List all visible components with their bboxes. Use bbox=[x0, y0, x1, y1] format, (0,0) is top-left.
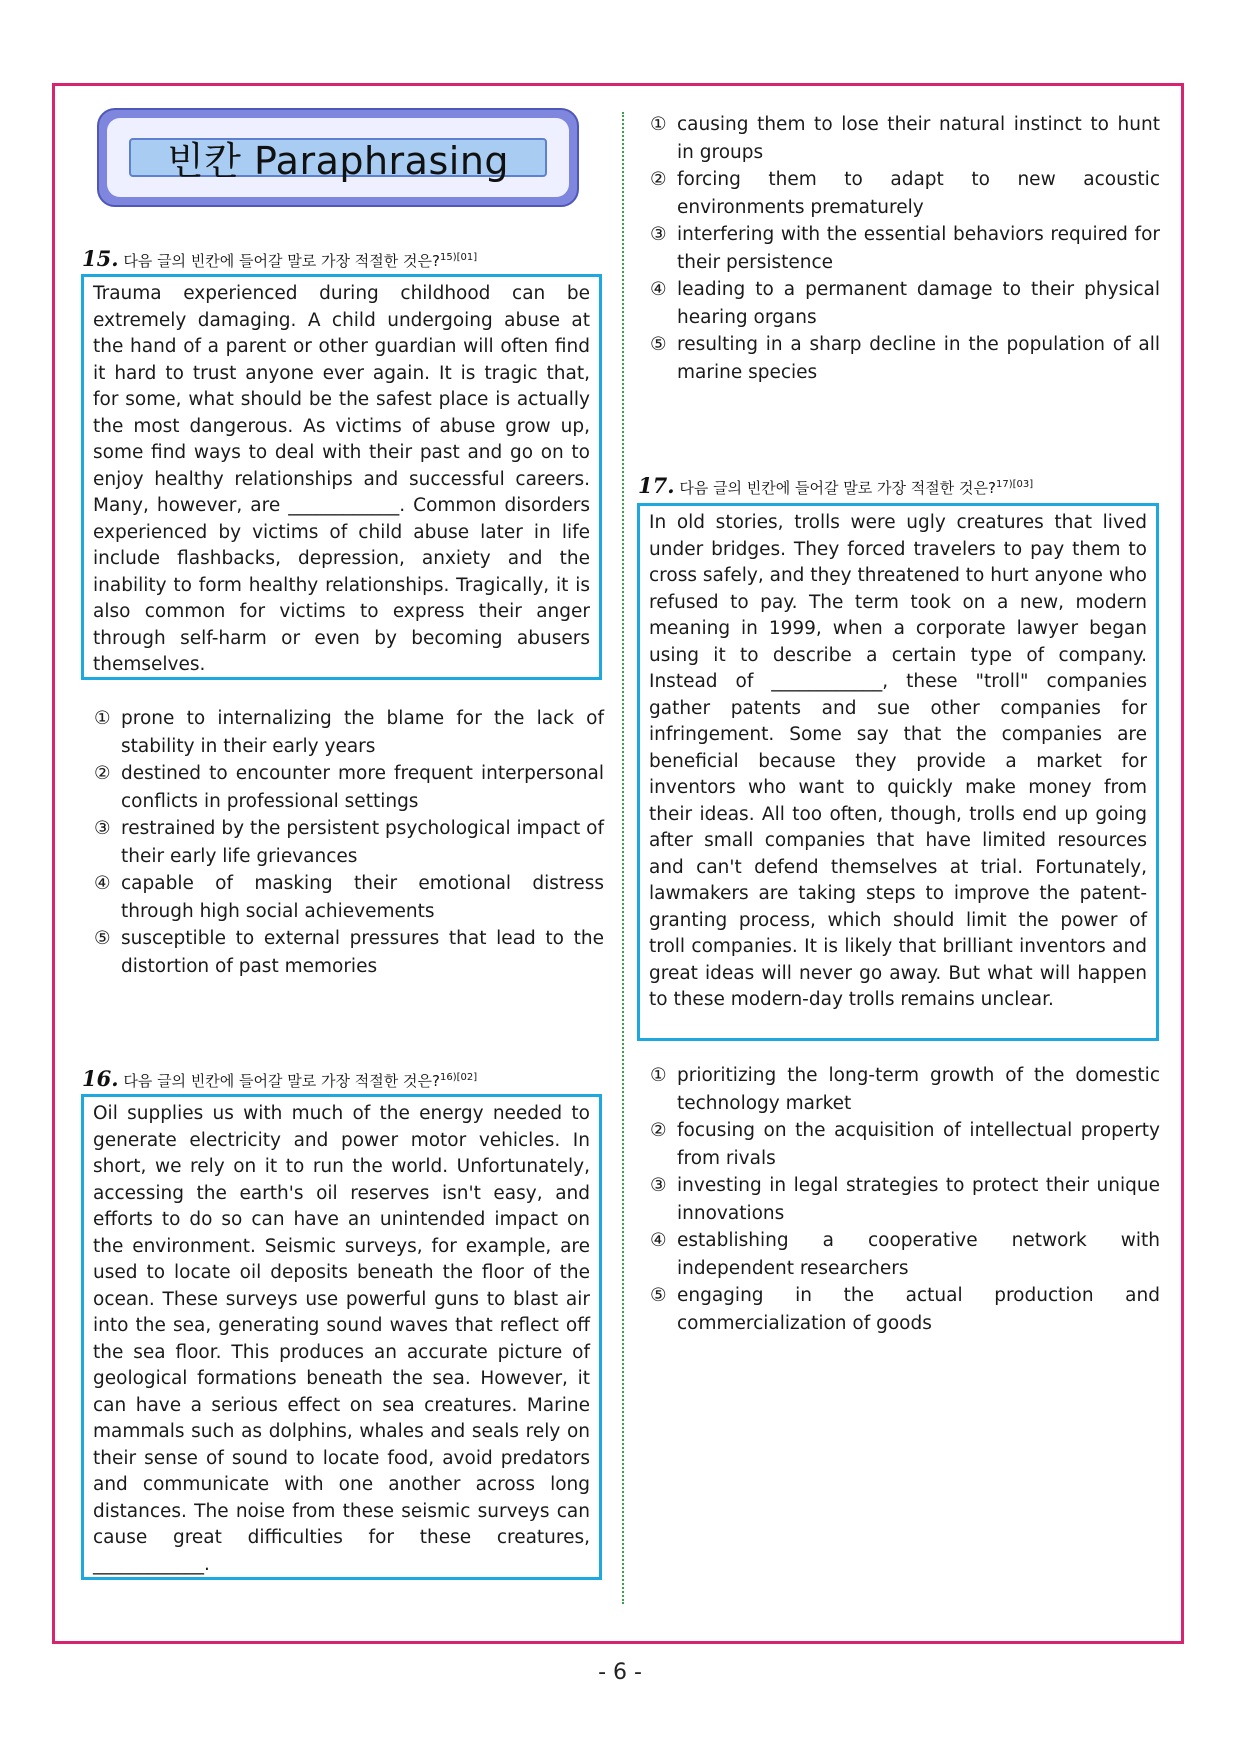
question-number: 17. bbox=[638, 473, 675, 498]
question-17-passage: In old stories, trolls were ugly creatures that lived under bridges. They forced travelers to pay them to cross safely, and they threatened to hurt anyone who refused to pay. The term took on a new, modern meaning in 1999, when a corporate lawyer began using it to describe a certain type of company. Instead of ____________, these "troll" companies gather patents and sue other companies for infringement. Some say that the companies are beneficial because they provide a market for inventors who want to quickly make money from their ideas. All too often, though, trolls end up going after small companies that have limited resources and can't defend themselves at trial. Fortunately, lawmakers are taking steps to improve the patent-granting process, which should limit the power of troll companies. It is likely that brilliant inventors and great ideas will never go away. But what will happen to these modern-day trolls remains unclear. bbox=[637, 503, 1159, 1041]
choice-5[interactable]: ⑤ engaging in the actual production and commercialization of goods bbox=[650, 1285, 1160, 1334]
choice-2[interactable]: ② forcing them to adapt to new acoustic environments prematurely bbox=[650, 169, 1160, 218]
section-title-banner bbox=[97, 108, 579, 207]
question-16-passage: Oil supplies us with much of the energy needed to generate electricity and power motor vehicles. In short, we rely on it to run the world. Unfortunately, accessing the earth's oil reserves isn't easy, and efforts to do so can have an unintended impact on the environment. Seismic surveys, for example, are used to locate oil deposits beneath the floor of the ocean. These surveys use powerful guns to blast air into the sea, generating sound waves that reflect off the sea floor. This produces an accurate picture of geological formations beneath the sea. However, it can have a serious effect on sea creatures. Marine mammals such as dolphins, whales and seals rely on their sense of sound to locate food, avoid predators and communicate with one another across long distances. The noise from these seismic surveys can cause great difficulties for these creatures, ____________. bbox=[81, 1094, 602, 1580]
question-number: 16. bbox=[82, 1066, 119, 1091]
choice-4[interactable]: ④ capable of masking their emotional distress through high social achievements bbox=[94, 873, 604, 922]
choice-4[interactable]: ④ leading to a permanent damage to their physical hearing organs bbox=[650, 279, 1160, 328]
choice-2[interactable]: ② focusing on the acquisition of intellectual property from rivals bbox=[650, 1120, 1160, 1169]
choice-5[interactable]: ⑤ resulting in a sharp decline in the population of all marine species bbox=[650, 334, 1160, 383]
question-prompt: 다음 글의 빈칸에 들어갈 말로 가장 적절한 것은? bbox=[118, 252, 440, 270]
choice-3[interactable]: ③ investing in legal strategies to protect their unique innovations bbox=[650, 1175, 1160, 1224]
column-divider bbox=[622, 112, 624, 1604]
question-17-header bbox=[638, 473, 1033, 498]
question-prompt: 다음 글의 빈칸에 들어갈 말로 가장 적절한 것은? bbox=[118, 1072, 440, 1090]
question-17-choices bbox=[650, 1062, 1160, 1337]
section-title: 빈칸 Paraphrasing bbox=[129, 138, 547, 177]
choice-4[interactable]: ④ establishing a cooperative network with independent researchers bbox=[650, 1230, 1160, 1279]
question-16-choices bbox=[650, 111, 1160, 386]
choice-3[interactable]: ③ restrained by the persistent psychological impact of their early life grievances bbox=[94, 818, 604, 867]
question-prompt: 다음 글의 빈칸에 들어갈 말로 가장 적절한 것은? bbox=[674, 479, 996, 497]
choice-3[interactable]: ③ interfering with the essential behaviors required for their persistence bbox=[650, 224, 1160, 273]
question-16-header bbox=[82, 1066, 477, 1091]
page-number: - 6 - bbox=[598, 1660, 642, 1685]
question-number: 15. bbox=[82, 246, 119, 271]
question-15-choices bbox=[94, 705, 604, 980]
question-15-passage: Trauma experienced during childhood can be extremely damaging. A child undergoing abuse at the hand of a parent or other guardian will often find it hard to trust anyone ever again. It is tragic that, for some, what should be the safest place is actually the most dangerous. As victims of abuse grow up, some find ways to deal with their past and go on to enjoy healthy relationships and successful careers. Many, however, are ____________. Common disorders experienced by victims of child abuse later in life include flashbacks, depression, anxiety and the inability to form healthy relationships. Tragically, it is also common for victims to express their anger through self-harm or even by becoming abusers themselves. bbox=[81, 274, 602, 680]
question-ref: 16)[02] bbox=[439, 1072, 478, 1083]
choice-2[interactable]: ② destined to encounter more frequent interpersonal conflicts in professional settings bbox=[94, 763, 604, 812]
question-15-header bbox=[82, 246, 477, 271]
choice-1[interactable]: ① prioritizing the long-term growth of the domestic technology market bbox=[650, 1065, 1160, 1114]
question-ref: 15)[01] bbox=[439, 252, 478, 263]
choice-5[interactable]: ⑤ susceptible to external pressures that lead to the distortion of past memories bbox=[94, 928, 604, 977]
choice-1[interactable]: ① causing them to lose their natural instinct to hunt in groups bbox=[650, 114, 1160, 163]
choice-1[interactable]: ① prone to internalizing the blame for the lack of stability in their early years bbox=[94, 708, 604, 757]
question-ref: 17)[03] bbox=[995, 479, 1034, 490]
